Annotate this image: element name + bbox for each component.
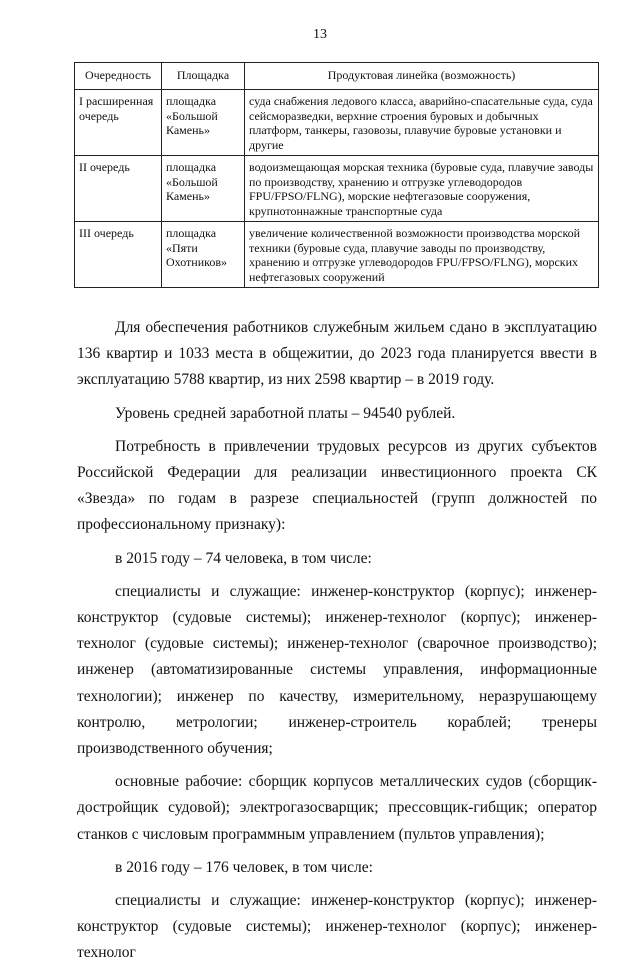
cell-site: площадка «Большой Камень» <box>162 90 245 156</box>
product-line-table <box>74 62 599 288</box>
table-row <box>75 156 599 222</box>
header-products: Продуктовая линейка (возможность) <box>245 63 599 90</box>
paragraph-specialists-2015: специалисты и служащие: инженер-конструктор (корпус); инженер-конструктор (судовые системы); инженер-технолог (корпус); инженер-технолог (судовые системы); инженер-технолог (сварочное производство); инженер (автоматизированные системы управления, информационные технологии); инженер по качеству, измерительному, неразрушающему контролю, метрологии; инженер-строитель кораблей; тренеры производственного обучения; <box>77 582 597 758</box>
paragraph-year-2016: в 2016 году – 176 человек, в том числе: <box>115 858 373 876</box>
paragraph-workers-2015: основные рабочие: сборщик корпусов металлических судов (сборщик-достройщик судовой); электрогазосварщик; прессовщик-гибщик; оператор станков с числовым программным управлением (пультов управления); <box>77 773 597 843</box>
cell-stage: I расширенная очередь <box>75 90 162 156</box>
paragraph-specialists-2016: специалисты и служащие: инженер-конструктор (корпус); инженер-конструктор (судовые системы); инженер-технолог (корпус); инженер-технолог <box>77 892 597 962</box>
cell-products: суда снабжения ледового класса, аварийно-спасательные суда, суда сейсморазведки, верхние строения буровых и добычных платформ, танкеры, газовозы, плавучие буровые установки и другие <box>245 90 599 156</box>
paragraph-year-2015: в 2015 году – 74 человека, в том числе: <box>115 549 372 567</box>
table-row <box>75 90 599 156</box>
header-stage: Очередность <box>75 63 162 90</box>
cell-products: водоизмещающая морская техника (буровые суда, плавучие заводы по производству, хранению и отгрузке углеводородов FPU/FPSO/FLNG), морские нефтегазовые сооружения, крупнотоннажные транспортные суда <box>245 156 599 222</box>
paragraph-housing: Для обеспечения работников служебным жильем сдано в эксплуатацию 136 квартир и 1033 места в общежитии, до 2023 года планируется ввести в эксплуатацию 5788 квартир, из них 2598 квартир – в 2019 году. <box>77 319 597 389</box>
cell-products: увеличение количественной возможности производства морской техники (буровые суда, плавучие заводы по производству, хранению и отгрузке углеводородов FPU/FPSO/FLNG), морских нефтегазовых сооружений <box>245 222 599 288</box>
table-header-row <box>75 63 599 90</box>
body-text <box>77 315 597 967</box>
cell-stage: III очередь <box>75 222 162 288</box>
table-row <box>75 222 599 288</box>
cell-site: площадка «Пяти Охотников» <box>162 222 245 288</box>
paragraph-salary: Уровень средней заработной платы – 94540 рублей. <box>115 404 456 422</box>
paragraph-labor-demand: Потребность в привлечении трудовых ресурсов из других субъектов Российской Федерации для реализации инвестиционного проекта СК «Звезда» по годам в разрезе специальностей (групп должностей по профессиональному признаку): <box>77 437 597 534</box>
header-site: Площадка <box>162 63 245 90</box>
page-number: 13 <box>313 27 327 42</box>
cell-site: площадка «Большой Камень» <box>162 156 245 222</box>
cell-stage: II очередь <box>75 156 162 222</box>
